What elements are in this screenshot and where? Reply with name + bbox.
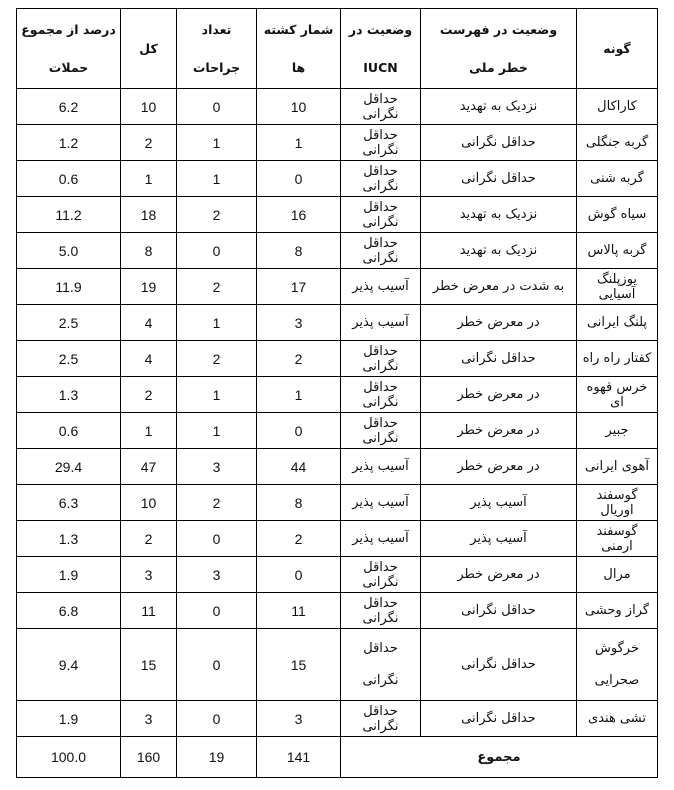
totals-row — [17, 737, 658, 778]
cell-total: 3 — [121, 701, 177, 737]
cell-iucn-status: آسیب پذیر — [341, 305, 421, 341]
cell-percent: 0.6 — [17, 413, 121, 449]
cell-species: مرال — [577, 557, 658, 593]
cell-percent: 6.2 — [17, 89, 121, 125]
total-label: مجموع — [341, 737, 658, 778]
cell-injuries: 0 — [177, 521, 257, 557]
total-killed: 141 — [257, 737, 341, 778]
cell-species: کفتار راه راه — [577, 341, 658, 377]
cell-total: 4 — [121, 341, 177, 377]
cell-iucn-status: آسیب پذیر — [341, 269, 421, 305]
cell-injuries: 1 — [177, 305, 257, 341]
cell-total: 4 — [121, 305, 177, 341]
cell-percent: 11.2 — [17, 197, 121, 233]
cell-percent: 1.2 — [17, 125, 121, 161]
cell-species: گربه شنی — [577, 161, 658, 197]
cell-percent: 1.9 — [17, 557, 121, 593]
cell-injuries: 3 — [177, 449, 257, 485]
cell-injuries: 1 — [177, 413, 257, 449]
cell-iucn-status: حداقل نگرانی — [341, 161, 421, 197]
table-row — [17, 413, 658, 449]
cell-species: سیاه گوش — [577, 197, 658, 233]
cell-national-status: در معرض خطر — [421, 305, 577, 341]
table-body — [17, 89, 658, 778]
cell-species: آهوی ایرانی — [577, 449, 658, 485]
header-killed: شمار کشته ها — [257, 9, 341, 89]
cell-percent: 0.6 — [17, 161, 121, 197]
cell-national-status: آسیب پذیر — [421, 521, 577, 557]
cell-iucn-status: حداقل نگرانی — [341, 233, 421, 269]
total-injuries: 19 — [177, 737, 257, 778]
table-row — [17, 485, 658, 521]
table-row — [17, 377, 658, 413]
cell-killed: 1 — [257, 377, 341, 413]
cell-killed: 1 — [257, 125, 341, 161]
cell-species: گربه پالاس — [577, 233, 658, 269]
cell-national-status: در معرض خطر — [421, 449, 577, 485]
cell-iucn-status: حداقل نگرانی — [341, 377, 421, 413]
cell-national-status: در معرض خطر — [421, 413, 577, 449]
cell-total: 18 — [121, 197, 177, 233]
header-row — [17, 9, 658, 89]
cell-percent: 6.3 — [17, 485, 121, 521]
cell-national-status: حداقل نگرانی — [421, 341, 577, 377]
cell-killed: 0 — [257, 413, 341, 449]
cell-injuries: 2 — [177, 341, 257, 377]
cell-injuries: 2 — [177, 485, 257, 521]
cell-national-status: حداقل نگرانی — [421, 125, 577, 161]
cell-iucn-status: حداقل نگرانی — [341, 701, 421, 737]
cell-species: گربه جنگلی — [577, 125, 658, 161]
cell-species: گوسفند اوریال — [577, 485, 658, 521]
table-row — [17, 701, 658, 737]
cell-killed: 3 — [257, 305, 341, 341]
table-row — [17, 269, 658, 305]
cell-killed: 2 — [257, 521, 341, 557]
cell-total: 8 — [121, 233, 177, 269]
cell-total: 10 — [121, 89, 177, 125]
cell-percent: 1.9 — [17, 701, 121, 737]
table-row — [17, 521, 658, 557]
table-row — [17, 197, 658, 233]
cell-killed: 44 — [257, 449, 341, 485]
total-percent: 100.0 — [17, 737, 121, 778]
cell-killed: 15 — [257, 629, 341, 701]
table-row — [17, 125, 658, 161]
cell-killed: 16 — [257, 197, 341, 233]
cell-injuries: 0 — [177, 89, 257, 125]
header-percent: درصد از مجموع حملات — [17, 9, 121, 89]
cell-injuries: 1 — [177, 161, 257, 197]
cell-national-status: حداقل نگرانی — [421, 629, 577, 701]
cell-injuries: 1 — [177, 125, 257, 161]
cell-injuries: 2 — [177, 269, 257, 305]
cell-national-status: نزدیک به تهدید — [421, 233, 577, 269]
cell-injuries: 1 — [177, 377, 257, 413]
cell-iucn-status: حداقل نگرانی — [341, 197, 421, 233]
cell-iucn-status: حداقل نگرانی — [341, 413, 421, 449]
cell-killed: 11 — [257, 593, 341, 629]
table-row — [17, 305, 658, 341]
header-national-status: وضعیت در فهرست خطر ملی — [421, 9, 577, 89]
cell-national-status: حداقل نگرانی — [421, 593, 577, 629]
cell-total: 19 — [121, 269, 177, 305]
table-row — [17, 557, 658, 593]
cell-national-status: نزدیک به تهدید — [421, 89, 577, 125]
cell-iucn-status: آسیب پذیر — [341, 521, 421, 557]
cell-percent: 11.9 — [17, 269, 121, 305]
cell-total: 2 — [121, 125, 177, 161]
cell-percent: 2.5 — [17, 305, 121, 341]
cell-national-status: حداقل نگرانی — [421, 161, 577, 197]
cell-species: خرگوش صحرایی — [577, 629, 658, 701]
cell-injuries: 3 — [177, 557, 257, 593]
cell-national-status: در معرض خطر — [421, 557, 577, 593]
cell-iucn-status: آسیب پذیر — [341, 485, 421, 521]
header-iucn-status: وضعیت در IUCN — [341, 9, 421, 89]
table-row — [17, 161, 658, 197]
cell-species: تشی هندی — [577, 701, 658, 737]
cell-percent: 29.4 — [17, 449, 121, 485]
cell-injuries: 0 — [177, 629, 257, 701]
cell-total: 1 — [121, 161, 177, 197]
cell-iucn-status: حداقل نگرانی — [341, 125, 421, 161]
cell-total: 11 — [121, 593, 177, 629]
cell-species: خرس قهوه ای — [577, 377, 658, 413]
cell-percent: 1.3 — [17, 521, 121, 557]
cell-injuries: 0 — [177, 701, 257, 737]
cell-killed: 10 — [257, 89, 341, 125]
cell-percent: 5.0 — [17, 233, 121, 269]
cell-iucn-status: حداقل نگرانی — [341, 341, 421, 377]
cell-iucn-status: حداقل نگرانی — [341, 557, 421, 593]
cell-total: 10 — [121, 485, 177, 521]
cell-species: پلنگ ایرانی — [577, 305, 658, 341]
cell-national-status: نزدیک به تهدید — [421, 197, 577, 233]
cell-percent: 9.4 — [17, 629, 121, 701]
header-total: کل — [121, 9, 177, 89]
cell-killed: 8 — [257, 485, 341, 521]
cell-national-status: به شدت در معرض خطر — [421, 269, 577, 305]
cell-percent: 1.3 — [17, 377, 121, 413]
cell-species: جبیر — [577, 413, 658, 449]
cell-injuries: 0 — [177, 593, 257, 629]
table-row — [17, 89, 658, 125]
cell-injuries: 2 — [177, 197, 257, 233]
cell-iucn-status: حداقل نگرانی — [341, 593, 421, 629]
cell-total: 1 — [121, 413, 177, 449]
cell-national-status: حداقل نگرانی — [421, 701, 577, 737]
cell-total: 2 — [121, 377, 177, 413]
cell-species: یوزپلنگ آسیایی — [577, 269, 658, 305]
cell-injuries: 0 — [177, 233, 257, 269]
cell-iucn-status: حداقل نگرانی — [341, 89, 421, 125]
table-row — [17, 449, 658, 485]
table-row — [17, 593, 658, 629]
cell-killed: 17 — [257, 269, 341, 305]
table-row — [17, 233, 658, 269]
cell-total: 15 — [121, 629, 177, 701]
total-total: 160 — [121, 737, 177, 778]
cell-total: 2 — [121, 521, 177, 557]
cell-killed: 0 — [257, 161, 341, 197]
cell-national-status: آسیب پذیر — [421, 485, 577, 521]
cell-killed: 8 — [257, 233, 341, 269]
cell-species: گراز وحشی — [577, 593, 658, 629]
cell-species: گوسفند ارمنی — [577, 521, 658, 557]
cell-national-status: در معرض خطر — [421, 377, 577, 413]
cell-species: کاراکال — [577, 89, 658, 125]
header-species: گونه — [577, 9, 658, 89]
cell-killed: 2 — [257, 341, 341, 377]
species-attack-table — [16, 8, 658, 778]
table-row — [17, 629, 658, 701]
cell-percent: 6.8 — [17, 593, 121, 629]
cell-total: 47 — [121, 449, 177, 485]
cell-iucn-status: آسیب پذیر — [341, 449, 421, 485]
cell-killed: 0 — [257, 557, 341, 593]
header-injuries: تعداد جراحات — [177, 9, 257, 89]
cell-percent: 2.5 — [17, 341, 121, 377]
cell-total: 3 — [121, 557, 177, 593]
table-row — [17, 341, 658, 377]
cell-killed: 3 — [257, 701, 341, 737]
cell-iucn-status: حداقل نگرانی — [341, 629, 421, 701]
